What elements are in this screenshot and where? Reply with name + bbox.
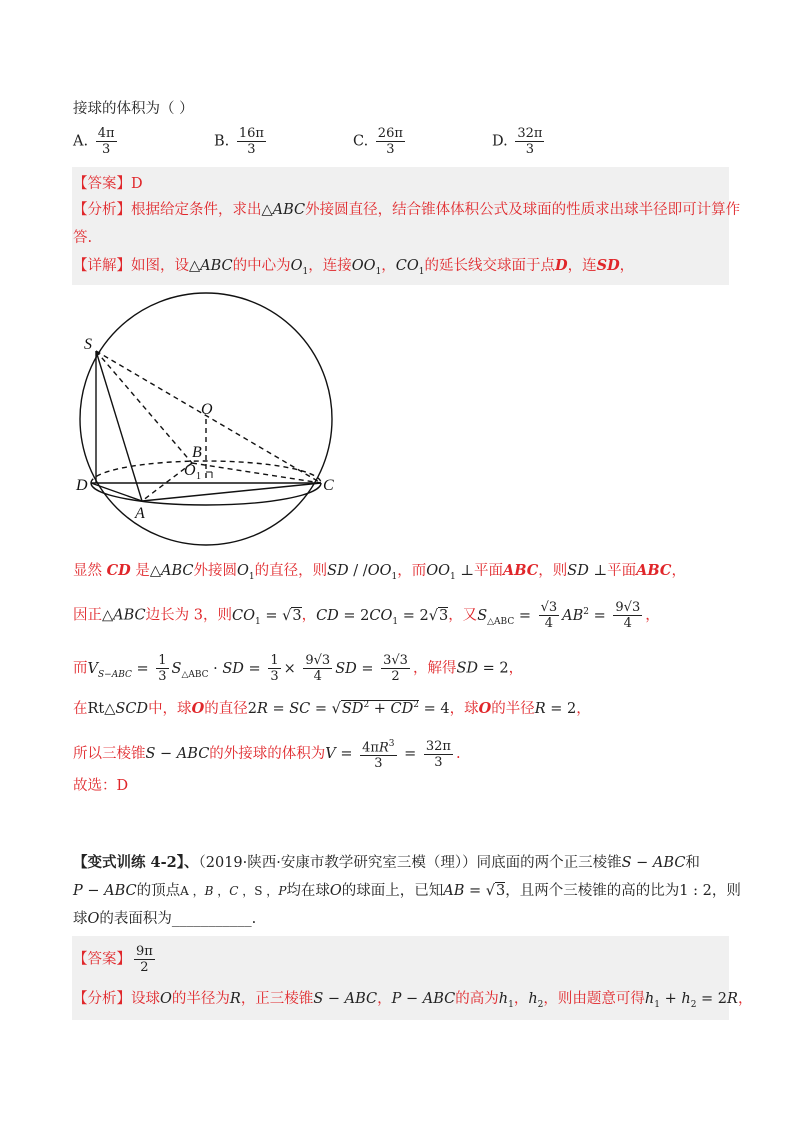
edge-ac	[142, 483, 321, 501]
sol-text: 的直径	[204, 700, 248, 717]
edge-bc	[192, 463, 321, 483]
variant-text: 的表面积为	[99, 911, 172, 927]
sol-text: 在	[73, 700, 88, 717]
label-o1-sub: 1	[196, 471, 201, 482]
analysis2-text: ，正三棱锥	[240, 991, 314, 1007]
label-o1: O	[184, 462, 196, 479]
option-den: 3	[525, 142, 535, 157]
option-c	[353, 126, 408, 157]
sol-text: 中，球	[148, 700, 192, 717]
sol-text: 所以三棱锥	[73, 746, 146, 763]
detail-text: ，连	[567, 258, 597, 274]
answer2-tag: 【答案】	[73, 951, 131, 968]
detail-tag: 【详解】	[73, 258, 131, 274]
sol-text: 平面	[607, 563, 637, 579]
detail-text: 如图，设	[131, 258, 189, 274]
sol-text: 平面	[473, 563, 503, 579]
variant-tag: 【变式训练 4-2】	[73, 854, 184, 871]
sol-text: ，解得	[412, 660, 457, 677]
analysis2-tag: 【分析】	[73, 991, 131, 1007]
sol-text: 边长为 3，则	[145, 607, 232, 624]
sol-text: 的直径，则	[254, 563, 328, 579]
question-tail: 接球的体积为（ ）	[73, 101, 194, 117]
solution-line-1: 显然 CD 是△ABC外接圆$O_1$的直径，则SD / $/OO_1$，而$OO_1$ ⊥平面ABC，则SD ⊥平面ABC，	[73, 562, 686, 582]
edge-da	[91, 483, 142, 501]
sol-text: 显然	[73, 563, 102, 579]
sol-text: 是	[135, 563, 150, 579]
analysis2-text: 设球	[131, 991, 160, 1007]
variant-text: 均在球	[286, 883, 330, 899]
answer2-den: 2	[140, 960, 149, 975]
option-d	[492, 126, 547, 157]
sol-text: ，而	[397, 563, 427, 579]
answer-line	[73, 174, 143, 194]
option-den: 3	[101, 142, 111, 157]
solution-line-3: 而$V_{S-ABC}$ = $\frac{1}{3}$ $S_{\triangle ABC}$ · SD = $\frac{1}{3}$ × $\frac{9√3}{4}$ SD = $\frac{3√3}{2}$ ，解得SD = 2，	[73, 653, 524, 684]
variant-text: （2019·陕西·安康市教学研究室三模（理））同底面的两个正三棱锥	[198, 855, 622, 871]
analysis-line-1: 【分析】根据给定条件，求出△ABC外接圆直径，结合锥体体积公式及球面的性质求出球半径即可计算作	[73, 202, 741, 218]
sphere-diagram	[72, 286, 337, 548]
variant-line-3: 球O的表面积为___________.	[73, 911, 257, 927]
answer2-line	[73, 944, 158, 975]
label-a: A	[135, 505, 145, 522]
sol-text: 的外接球的体积为	[209, 746, 326, 763]
option-num: 26π	[377, 126, 403, 141]
variant-text: ，且两个三棱锥的高的比为	[505, 883, 680, 899]
sol-text: ，则	[538, 563, 568, 579]
detail-text: ，连接	[308, 258, 352, 274]
answer-tag: 【答案】	[73, 176, 131, 192]
sol-text: ，球	[449, 700, 479, 717]
variant-text: 的顶点	[136, 883, 181, 899]
answer-value: D	[131, 176, 143, 192]
sol-text: ，又	[448, 607, 478, 624]
option-label: B.	[214, 133, 230, 150]
option-label: C.	[353, 133, 369, 150]
solution-line-2: 因正△ABC边长为 3，则$CO_1 = √3$，CD = $2CO_1 = 2√3$，又$S_{\triangle ABC}$ = $\frac{√3}{4}$ $AB^2$ = $\frac{9√3}{4}$ ，	[73, 600, 660, 631]
sol-text: 外接圆	[193, 563, 237, 579]
detail-line: 【详解】如图，设△ABC的中心为$O_1$，连接$OO_1$，$CO_1$的延长线交球面于点D，连SD，	[73, 257, 635, 277]
sol-text: 而	[73, 660, 88, 677]
analysis-text: 外接圆直径，结合锥体体积公式及球面的性质求出球半径即可计算作	[305, 202, 741, 218]
label-o: O	[201, 401, 213, 418]
analysis2-line: 【分析】设球O的半径为R，正三棱锥S − ABC，P − ABC的高为$h_1$，$h_2$，则由题意可得$h_1 + h_2 = 2R$，	[73, 991, 753, 1010]
variant-line-2: P − ABC的顶点A ，B ，C ，S ，P均在球O的球面上，已知AB = √3，且两个三棱锥的高的比为1 : 2，则	[73, 883, 741, 899]
edge-sb	[96, 351, 192, 463]
choose-line: 故选：D	[73, 778, 129, 794]
sol-text: 的半径	[491, 700, 535, 717]
answer2-num: 9π	[136, 944, 153, 959]
answer-blank: ___________.	[171, 911, 257, 927]
sphere-figure	[72, 286, 337, 548]
solution-line-4: 在Rt△SCD中，球O的直径2R = SC = $√SD^2 + CD^2 = 4$，球O的半径R = 2，	[73, 699, 591, 717]
label-s: S	[84, 336, 92, 353]
analysis2-text: 的高为	[455, 991, 499, 1007]
variant-line-1: 【变式训练 4-2】、（2019·陕西·安康市教学研究室三模（理））同底面的两个正三棱锥S − ABC和	[73, 854, 700, 871]
option-label: D.	[492, 133, 508, 150]
solution-line-5: 所以三棱锥S − ABC的外接球的体积为V = $\frac{4\pi R^3}{3}$ = $\frac{32\pi}{3}$ .	[73, 738, 461, 772]
detail-text: ，	[381, 258, 396, 274]
analysis2-text: 的半径为	[171, 991, 230, 1007]
analysis2-text: ，则由题意可得	[543, 991, 645, 1007]
option-den: 3	[247, 142, 256, 157]
analysis-tag: 【分析】	[73, 202, 131, 218]
variant-text: 球	[73, 911, 88, 927]
detail-text: 的延长线交球面于点	[424, 258, 556, 274]
analysis-line-2: 答.	[73, 230, 93, 246]
label-b: B	[192, 444, 202, 461]
option-num: 4π	[97, 126, 115, 141]
analysis-text: 根据给定条件，求出	[131, 202, 262, 218]
variant-text: ，则	[711, 883, 741, 899]
variant-text: 和	[685, 855, 700, 871]
option-num: 16π	[238, 126, 264, 141]
label-d: D	[76, 477, 88, 494]
label-c: C	[323, 477, 334, 494]
option-label: A.	[73, 133, 89, 150]
sol-text: 因正	[73, 607, 102, 624]
option-num: 32π	[517, 126, 543, 141]
option-b	[214, 126, 269, 157]
detail-text: 的中心为	[232, 258, 291, 274]
option-a	[73, 126, 120, 157]
variant-text: 的球面上，已知	[341, 883, 444, 899]
option-den: 3	[386, 142, 395, 157]
variant-sep: 、	[184, 854, 199, 871]
